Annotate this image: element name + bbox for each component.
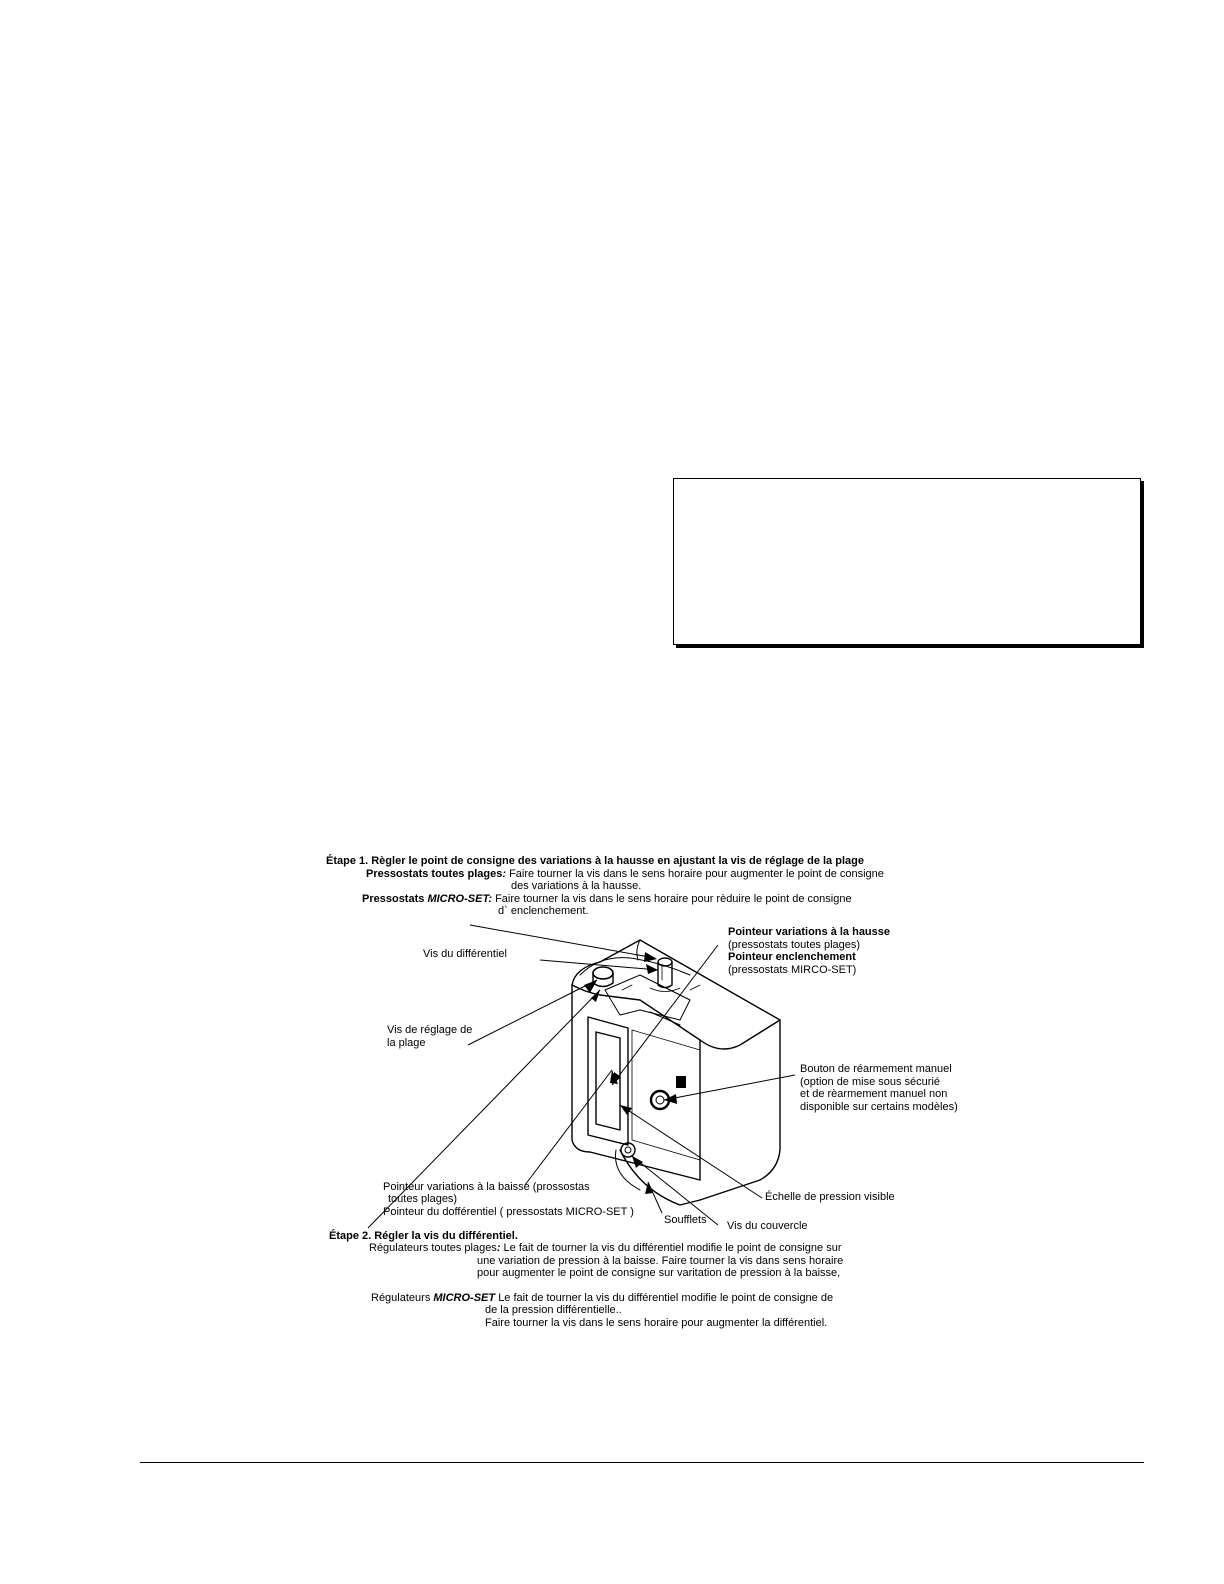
step2-micro-text-1: Le fait de tourner la vis du différentiel modifie le point de consigne de [498, 1292, 834, 1304]
step2-toutes-text-1: Le fait de tourner la vis du différentiel modifie le point de consigne sur [503, 1242, 842, 1254]
label-vis-reglage-2: la plage [387, 1037, 426, 1049]
step1-toutes-text-2: des variations à la hausse. [511, 880, 642, 892]
step1-micro-italic: MICRO-SET: [427, 893, 493, 905]
step2-toutes-line: Régulateurs toutes plages: Le fait de tourner la vis du différentiel modifie le point de consigne sur [369, 1242, 842, 1254]
label-pointeur-hausse: Pointeur variations à la hausse [728, 926, 891, 938]
label-bouton-4: disponible sur certains modèles) [800, 1101, 958, 1113]
label-bouton-1: Bouton de réarmement manuel [800, 1063, 952, 1075]
step2-heading: Étape 2. Régler la vis du différentiel. [329, 1230, 518, 1242]
label-vis-reglage-1: Vis de réglage de [387, 1024, 473, 1036]
step2-toutes-text-3: pour augmenter le point de consigne sur varitation de pression à la baisse, [477, 1267, 841, 1279]
step1-toutes-label: Pressostats toutes plages [366, 868, 503, 880]
step1-micro-prefix: Pressostats [362, 893, 425, 905]
step2-micro-text-2: de la pression différentielle.. [485, 1304, 622, 1316]
label-bouton-3: et de rèarmement manuel non [800, 1088, 948, 1100]
label-pointeur-baisse-3: Pointeur du dofférentiel ( pressostats MICRO-SET ) [383, 1206, 634, 1218]
label-pointeur-baisse-2: toutes plages) [388, 1193, 458, 1205]
step1-micro-text-1: Faire tourner la vis dans le sens horaire pour rèduire le point de consigne [495, 893, 852, 905]
step2-toutes-label: Régulateurs toutes plages [369, 1242, 497, 1254]
step2-micro-italic: MICRO-SET [433, 1292, 496, 1304]
label-pointeur-enclenchement: Pointeur enclenchement [728, 951, 856, 963]
label-soufflets: Soufflets [664, 1214, 707, 1226]
step2-micro-text-3: Faire tourner la vis dans le sens horaire pour augmenter la différentiel. [485, 1317, 828, 1329]
label-pointeur-baisse-1: Pointeur variations à la baisse (prossostas [383, 1181, 590, 1193]
label-vis-couvercle: Vis du couvercle [727, 1220, 808, 1232]
step1-toutes-text-1: Faire tourner la vis dans le sens horaire pour augmenter le point de consigne [509, 868, 884, 880]
step2-micro-prefix: Régulateurs [371, 1292, 431, 1304]
step1-micro-text-2: d` enclenchement. [498, 905, 589, 917]
label-pointeur-hausse-sub: (pressostats toutes plages) [728, 939, 861, 951]
step1-heading: Étape 1. Règler le point de consigne des variations à la hausse en ajustant la vis de réglage de la plage [326, 855, 864, 867]
step1-toutes-line: Pressostats toutes plages: Faire tourner la vis dans le sens horaire pour augmenter le point de consigne [366, 868, 884, 880]
label-echelle: Échelle de pression visible [765, 1191, 895, 1203]
step1-micro-line [362, 893, 852, 906]
label-pointeur-enclenchement-sub: (pressostats MIRCO-SET) [728, 964, 857, 976]
footer-rule [140, 1462, 1144, 1463]
label-bouton-2: (option de mise sous sécurié [800, 1076, 941, 1088]
label-vis-differentiel: Vis du différentiel [423, 948, 507, 960]
step2-toutes-text-2: une variation de pression à la baisse. Faire tourner la vis dans sens horaire [477, 1255, 844, 1267]
